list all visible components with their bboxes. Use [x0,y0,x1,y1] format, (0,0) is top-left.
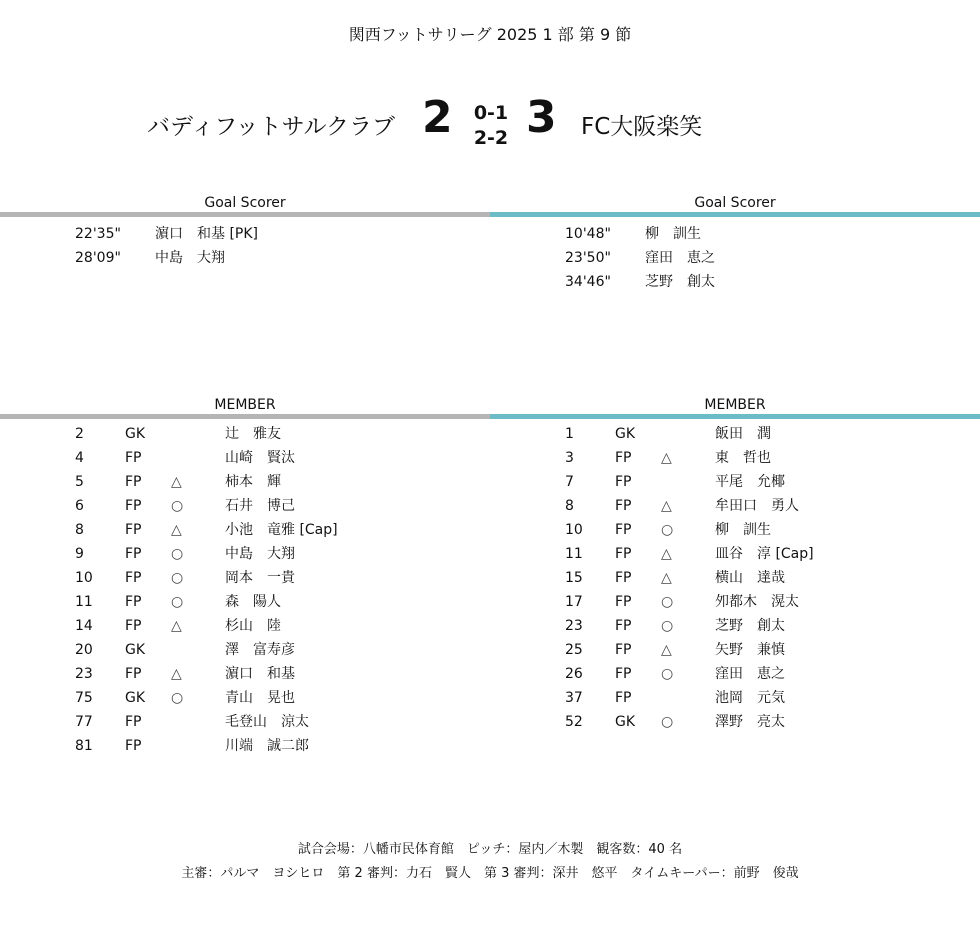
member-position: FP [125,522,142,538]
member-position: FP [125,594,142,610]
member-mark: △ [171,666,182,682]
member-number: 8 [565,498,574,514]
goal-time: 28'09" [75,250,121,266]
member-position: FP [615,618,632,634]
member-name: 辻 雅友 [225,426,281,442]
member-position: FP [125,498,142,514]
member-position: FP [615,666,632,682]
away-team-name: FC大阪楽笑 [581,114,703,140]
member-name: 中島 大翔 [225,546,295,562]
member-position: FP [615,474,632,490]
second-half-score: 2-2 [473,127,509,149]
member-name: 杉山 陸 [225,618,281,634]
member-name: 飯田 潤 [715,426,771,442]
goal-scorer-name: 濵口 和基 [PK] [155,226,258,242]
member-position: FP [615,594,632,610]
member-number: 10 [75,570,93,586]
member-mark: ○ [661,522,674,538]
member-name: 濵口 和基 [225,666,295,682]
member-name: 東 哲也 [715,450,771,466]
member-number: 23 [75,666,93,682]
home-goal-bar [0,212,490,217]
member-position: FP [125,546,142,562]
member-mark: ○ [171,594,184,610]
member-name: 矢野 兼慎 [715,642,785,658]
member-number: 4 [75,450,84,466]
member-mark: △ [171,474,182,490]
away-score: 3 [526,92,557,143]
venue-info: 試合会場：八幡市民体育館 ピッチ：屋内／木製 観客数：40 名 [297,842,683,857]
member-mark: △ [171,618,182,634]
member-position: FP [125,618,142,634]
home-team-name: バディフットサルクラブ [147,114,395,140]
member-number: 2 [75,426,84,442]
first-half-score: 0-1 [473,102,509,124]
member-name: 牟田口 勇人 [715,498,799,514]
member-name: 平尾 允椰 [715,474,785,490]
member-name: 柳 訓生 [715,522,771,538]
member-number: 1 [565,426,574,442]
member-mark: ○ [661,666,674,682]
goal-time: 22'35" [75,226,121,242]
home-score: 2 [422,92,453,143]
member-position: FP [615,498,632,514]
member-mark: △ [661,642,672,658]
member-number: 11 [565,546,583,562]
member-position: FP [125,450,142,466]
home-member-bar [0,414,490,419]
member-number: 9 [75,546,84,562]
member-number: 26 [565,666,583,682]
member-name: 川端 誠二郎 [225,738,309,754]
member-number: 3 [565,450,574,466]
member-position: FP [615,690,632,706]
member-mark: △ [661,546,672,562]
member-mark: △ [661,450,672,466]
member-mark: ○ [171,690,184,706]
member-name: 皿谷 淳 [Cap] [715,546,814,562]
away-member-label: MEMBER [704,397,766,413]
member-position: GK [615,714,636,730]
member-number: 52 [565,714,583,730]
away-goal-scorer-label: Goal Scorer [694,195,776,211]
member-name: 柿本 輝 [225,474,281,490]
referee-info: 主審：パルマ ヨシヒロ 第 2 審判：力石 賢人 第 3 審判：深井 悠平 タイムキーパー：前野 俊哉 [181,866,799,881]
member-name: 小池 竜雅 [Cap] [225,522,338,538]
away-member-bar [490,414,980,419]
member-position: FP [615,546,632,562]
member-position: GK [615,426,636,442]
member-number: 6 [75,498,84,514]
member-position: FP [615,570,632,586]
member-number: 81 [75,738,93,754]
member-number: 10 [565,522,583,538]
member-mark: ○ [171,498,184,514]
home-member-label: MEMBER [214,397,276,413]
member-position: FP [125,666,142,682]
league-title: 関西フットサリーグ 2025 1 部 第 9 節 [348,25,632,44]
member-name: 青山 晃也 [225,690,295,706]
member-position: FP [615,642,632,658]
member-position: FP [125,570,142,586]
member-position: FP [125,474,142,490]
goal-scorer-name: 中島 大翔 [155,250,225,266]
member-name: 芝野 創太 [715,618,785,634]
away-goal-bar [490,212,980,217]
member-mark: ○ [661,618,674,634]
member-number: 25 [565,642,583,658]
member-mark: ○ [661,594,674,610]
member-number: 15 [565,570,583,586]
member-position: GK [125,642,146,658]
member-name: 横山 達哉 [715,570,785,586]
member-number: 11 [75,594,93,610]
member-number: 75 [75,690,93,706]
goal-time: 34'46" [565,274,611,290]
member-position: GK [125,690,146,706]
member-mark: ○ [171,570,184,586]
goal-scorer-name: 柳 訓生 [645,226,701,242]
member-name: 澤野 亮太 [715,714,785,730]
member-name: 池岡 元気 [715,690,785,706]
member-name: 窪田 恵之 [715,666,785,682]
member-mark: △ [661,570,672,586]
member-name: 山崎 賢汰 [225,450,295,466]
member-name: 森 陽人 [225,594,281,610]
half-scores [470,101,512,151]
member-number: 77 [75,714,93,730]
member-position: FP [125,714,142,730]
member-number: 8 [75,522,84,538]
member-number: 17 [565,594,583,610]
member-number: 7 [565,474,574,490]
goal-scorer-name: 芝野 創太 [645,274,715,290]
member-position: GK [125,426,146,442]
member-number: 23 [565,618,583,634]
member-number: 5 [75,474,84,490]
member-name: 石井 博己 [225,498,295,514]
member-name: 澤 富寿彦 [225,642,295,658]
member-name: 夘都木 滉太 [715,594,799,610]
member-position: FP [125,738,142,754]
member-position: FP [615,522,632,538]
member-mark: ○ [171,546,184,562]
goal-time: 10'48" [565,226,611,242]
home-goal-scorer-label: Goal Scorer [204,195,286,211]
goal-scorer-name: 窪田 恵之 [645,250,715,266]
member-name: 岡本 一貴 [225,570,295,586]
member-mark: △ [661,498,672,514]
member-position: FP [615,450,632,466]
goal-time: 23'50" [565,250,611,266]
member-name: 毛登山 涼太 [225,714,309,730]
member-number: 37 [565,690,583,706]
member-number: 20 [75,642,93,658]
member-mark: △ [171,522,182,538]
member-mark: ○ [661,714,674,730]
member-number: 14 [75,618,93,634]
